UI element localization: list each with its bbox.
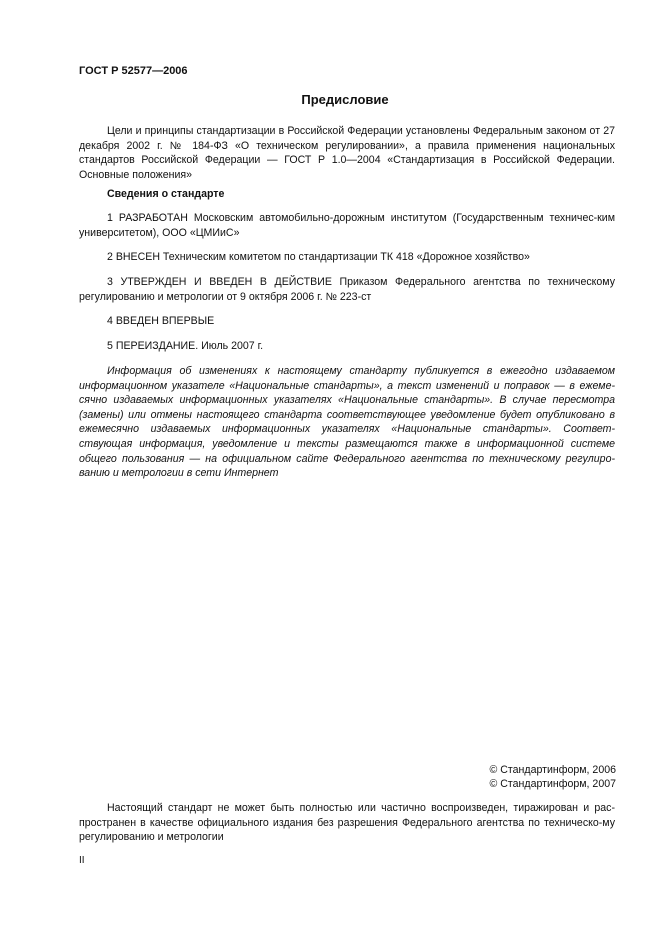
foreword-item-3: 3 УТВЕРЖДЕН И ВВЕДЕН В ДЕЙСТВИЕ Приказом Федерального агентства по техническому регулированию и метрологии от 9 октября 2006 г. № 223-ст	[79, 276, 615, 303]
page-number: II	[79, 855, 85, 866]
copyright-line-2007: © Стандартинформ, 2007	[489, 778, 616, 790]
foreword-item-4: 4 ВВЕДЕН ВПЕРВЫЕ	[107, 315, 215, 327]
foreword-intro: Цели и принципы стандартизации в Российской Федерации установлены Федеральным законом от 27 декабря 2002 г. № 184-ФЗ «О техническом регулировании», а правила применения национальных стандартов Российской Федерации — ГОСТ Р 1.0—2004 «Стандартизация в Российской Федерации. Основные положения»	[79, 125, 615, 181]
standard-header: ГОСТ Р 52577—2006	[79, 65, 188, 77]
reproduction-notice: Настоящий стандарт не может быть полностью или частично воспроизведен, тиражирован и рас-пространен в качестве официального издания без разрешения Федерального агентства по техническо-му регулированию и метрологии	[79, 802, 615, 844]
foreword-item-2: 2 ВНЕСЕН Техническим комитетом по стандартизации ТК 418 «Дорожное хозяйство»	[107, 251, 530, 263]
copyright-line-2006: © Стандартинформ, 2006	[489, 764, 616, 776]
section-heading: Сведения о стандарте	[107, 188, 225, 200]
foreword-item-1: 1 РАЗРАБОТАН Московским автомобильно-дорожным институтом (Государственным техничес-ким университетом), ООО «ЦМИиС»	[79, 212, 615, 239]
foreword-item-5: 5 ПЕРЕИЗДАНИЕ. Июль 2007 г.	[107, 340, 264, 352]
notice-paragraph: Информация об изменениях к настоящему стандарту публикуется в ежегодно издаваемом информационном указателе «Национальные стандарты», а текст изменений и поправок — в ежеме-сячно издаваемых информационных указателях «Национальные стандарты». В случае пересмотра (замены) или отмены настоящего стандарта соответствующее уведомление будет опубликовано в ежемесячно издаваемых информационных указателях «Национальные стандарты». Соответ-ствующая информация, уведомление и тексты размещаются также в информационной системе общего пользования — на официальном сайте Федерального агентства по техническому регулиро-ванию и метрологии в сети Интернет	[79, 365, 615, 480]
page-title: Предисловие	[301, 92, 389, 107]
